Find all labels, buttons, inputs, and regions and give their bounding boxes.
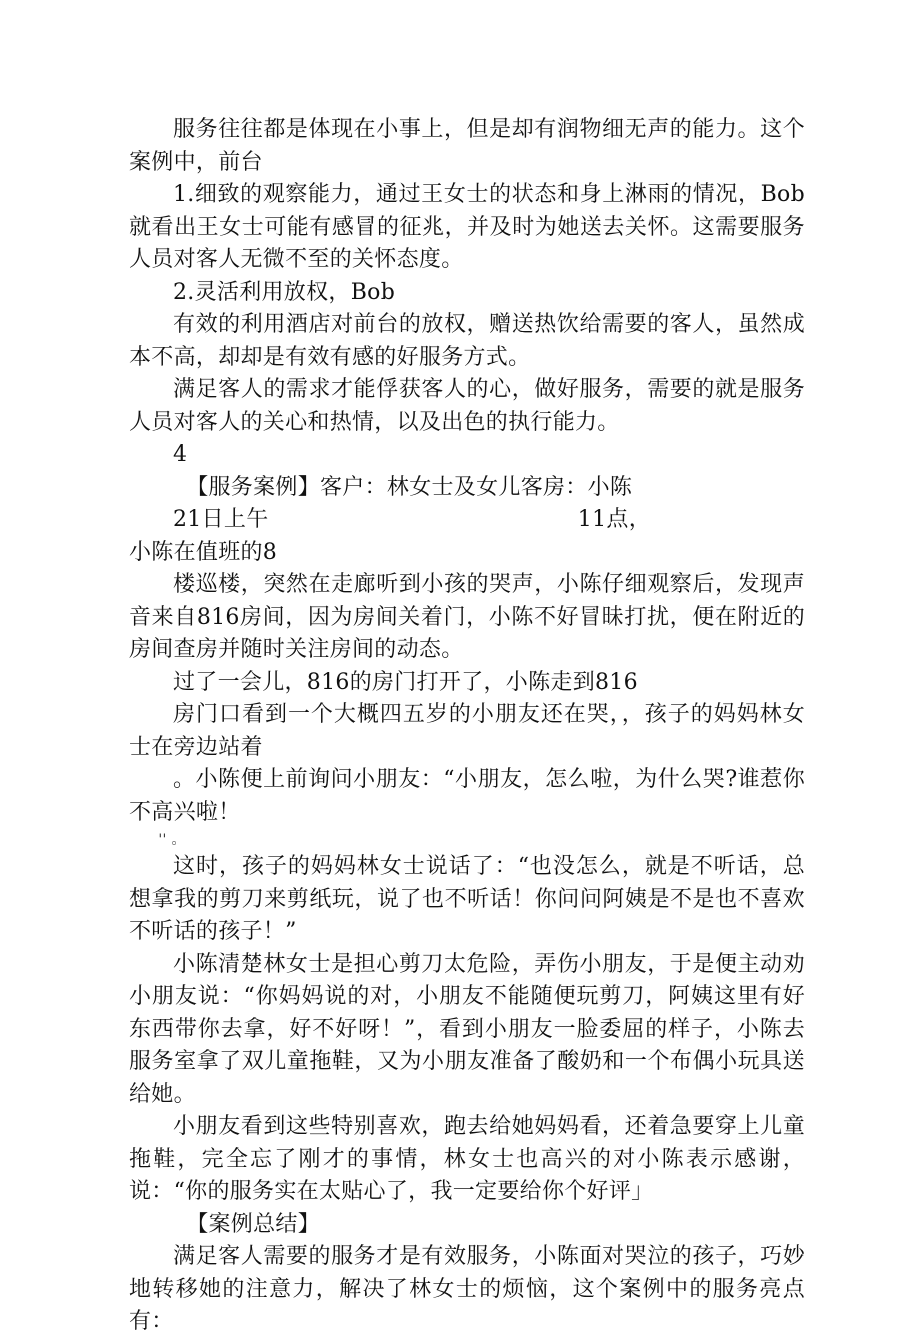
paragraph-summary: 满足客人的需求才能俘获客人的心，做好服务，需要的就是服务人员对客人的关心和热情，以及出色的执行能力。 — [129, 377, 805, 435]
paragraph-point-2-body: 有效的利用酒店对前台的放权，赠送热饮给需要的客人，虽然成本不高，却却是有效有感的好服务方式。 — [129, 312, 805, 370]
paragraph-persuade: 小陈清楚林女士是担心剪刀太危险，弄伤小朋友，于是便主动劝小朋友说：“你妈妈说的对，小朋友不能随便玩剪刀，阿姨这里有好东西带你去拿，好不好呀！”，看到小朋友一脸委屈的样子，小陈去服务室拿了双儿童拖鞋，又为小朋友准备了酸奶和一个布偶小玩具送给她。 — [129, 951, 805, 1107]
paragraph-patrol: 楼巡楼，突然在走廊听到小孩的哭声，小陈仔细观察后，发现声音来自816房间，因为房间关着门，小陈不好冒昧打扰，便在附近的房间查房并随时关注房间的动态。 — [129, 572, 805, 662]
stray-mark: '' 。 — [158, 832, 186, 848]
case-heading: 【服务案例】客户：林女士及女儿客房：小陈 — [186, 474, 633, 500]
paragraph-inquiry: 。小陈便上前询问小朋友：“小朋友，怎么啦，为什么哭?谁惹你不高兴啦！ — [129, 767, 805, 825]
paragraph-child-crying: 房门口看到一个大概四五岁的小朋友还在哭，，孩子的妈妈林女士在旁边站着 — [129, 702, 805, 760]
paragraph-intro: 服务往往都是体现在小事上，但是却有润物细无声的能力。这个案例中，前台 — [129, 117, 805, 175]
paragraph-mother-speaks: 这时，孩子的妈妈林女士说话了：“也没怎么，就是不听话，总想拿我的剪刀来剪纸玩，说了也不听话！你问问阿姨是不是也不喜欢不听话的孩子！” — [129, 854, 805, 944]
duty-line: 小陈在值班的8 — [129, 539, 278, 565]
case-summary-heading: 【案例总结】 — [186, 1211, 320, 1237]
paragraph-happy-ending: 小朋友看到这些特别喜欢，跑去给她妈妈看，还着急要穿上儿童拖鞋，完全忘了刚才的事情，林女士也高兴的对小陈表示感谢，说：“你的服务实在太贴心了，我一定要给你个好评」 — [129, 1114, 805, 1204]
document-body — [129, 114, 805, 1339]
section-number: 4 — [173, 442, 188, 467]
date-right: 11点， — [577, 507, 651, 532]
date-left: 21日上午 — [173, 507, 269, 532]
paragraph-point-1: 1.细致的观察能力，通过王女士的状态和身上淋雨的情况，Bob就看出王女士可能有感冒的征兆，并及时为她送去关怀。这需要服务人员对客人无微不至的关怀态度。 — [129, 182, 805, 272]
date-line — [129, 504, 651, 537]
paragraph-door-open: 过了一会儿，816的房门打开了，小陈走到816 — [173, 669, 638, 695]
paragraph-point-2-heading: 2.灵活利用放权，Bob — [173, 279, 396, 305]
paragraph-case-summary: 满足客人需要的服务才是有效服务，小陈面对哭泣的孩子，巧妙地转移她的注意力，解决了林女士的烦恼，这个案例中的服务亮点有： — [129, 1244, 805, 1334]
